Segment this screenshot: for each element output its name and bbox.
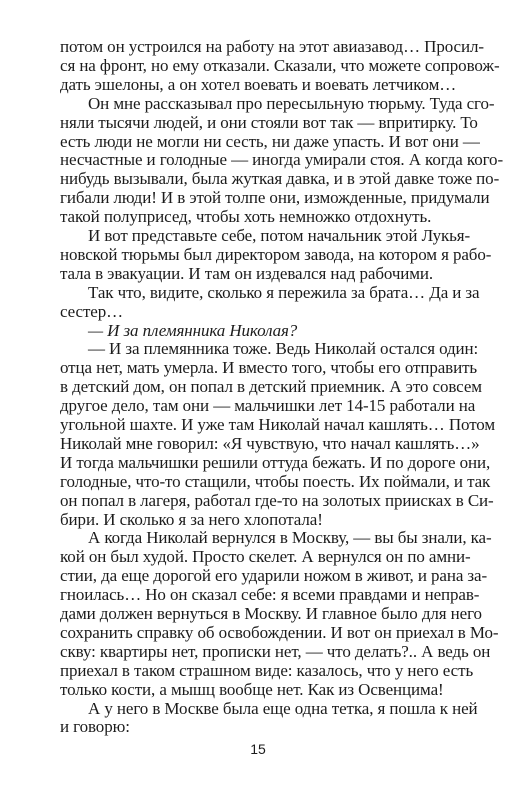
- text-line: кой он был худой. Просто скелет. А вернулся он по амни-: [60, 547, 471, 567]
- text-line: бири. И сколько я за него хлопотала!: [60, 509, 323, 529]
- text-line: другое дело, там они — мальчишки лет 14-15 работали на: [60, 396, 476, 416]
- text-line: — И за племянника Николая?: [88, 320, 298, 340]
- text-line: сохранить справку об освобождении. И вот он приехал в Мо-: [60, 622, 499, 642]
- text-line: ся на фронт, но ему отказали. Сказали, что можете сопровож-: [60, 55, 500, 75]
- text-line: И вот представьте себе, потом начальник этой Лукья-: [88, 226, 471, 245]
- text-line: отца нет, мать умерла. И вместо того, чтобы его отправить: [60, 358, 478, 378]
- text-line: тала в эвакуации. И там он издевался над рабочими.: [60, 263, 434, 283]
- text-line: новской тюрьмы был директором завода, на котором я рабо-: [60, 244, 492, 264]
- text-line: няли тысячи людей, и они стояли вот так — впритирку. То: [60, 112, 478, 132]
- text-line: голодные, что-то стащили, чтобы поесть. Их поймали, и так: [60, 471, 491, 491]
- text-line: Так что, видите, сколько я пережила за брата… Да и за: [88, 282, 480, 302]
- text-line: только кости, а мышц вообще нет. Как из Освенцима!: [60, 679, 444, 699]
- text-line: скву: квартиры нет, прописки нет, — что делать?.. А ведь он: [60, 641, 491, 661]
- text-line: потом он устроился на работу на этот авиазавод… Просил-: [60, 37, 484, 56]
- text-line: — И за племянника тоже. Ведь Николай остался один:: [88, 339, 479, 359]
- text-line: приехал в таком страшном виде: казалось, что у него есть: [60, 660, 474, 680]
- text-line: гибали люди! И в этой толпе они, изможденные, придумали: [60, 188, 490, 208]
- text-line: есть люди не могли ни сесть, ни даже упасть. И вот они —: [60, 131, 480, 151]
- page-number: 15: [250, 741, 266, 757]
- text-line: А когда Николай вернулся в Москву, — вы бы знали, ка-: [88, 528, 492, 548]
- text-line: А у него в Москве была еще одна тетка, я пошла к ней: [88, 698, 478, 718]
- text-line: дами должен вернуться в Москву. И главное было для него: [60, 604, 482, 623]
- text-line: сестер…: [60, 301, 124, 321]
- text-line: несчастные и голодные — иногда умирали стоя. А когда кого-: [60, 150, 504, 170]
- text-line: такой полуприсед, чтобы хоть немножко отдохнуть.: [60, 207, 432, 227]
- text-line: дать эшелоны, а он хотел воевать и воевать летчиком…: [60, 74, 457, 94]
- text-line: в детский дом, он попал в детский приемник. А это совсем: [60, 377, 482, 397]
- text-line: угольной шахте. И уже там Николай начал кашлять… Потом: [60, 415, 496, 434]
- text-line: и говорю:: [60, 717, 130, 737]
- text-line: Он мне рассказывал про пересыльную тюрьму. Туда сго-: [88, 93, 495, 113]
- text-line: И тогда мальчишки решили оттуда бежать. И по дороге они,: [60, 452, 491, 472]
- text-line: нибудь вызывали, была жуткая давка, и в этой давке тоже по-: [60, 169, 500, 189]
- text-line: стии, да еще дорогой его ударили ножом в живот, и рана за-: [60, 566, 488, 586]
- text-line: он попал в лагеря, работал где-то на золотых приисках в Си-: [60, 490, 494, 510]
- text-line: Николай мне говорил: «Я чувствую, что начал кашлять…»: [60, 433, 480, 453]
- text-line: гноилась… Но он сказал себе: я всеми правдами и неправ-: [60, 585, 480, 605]
